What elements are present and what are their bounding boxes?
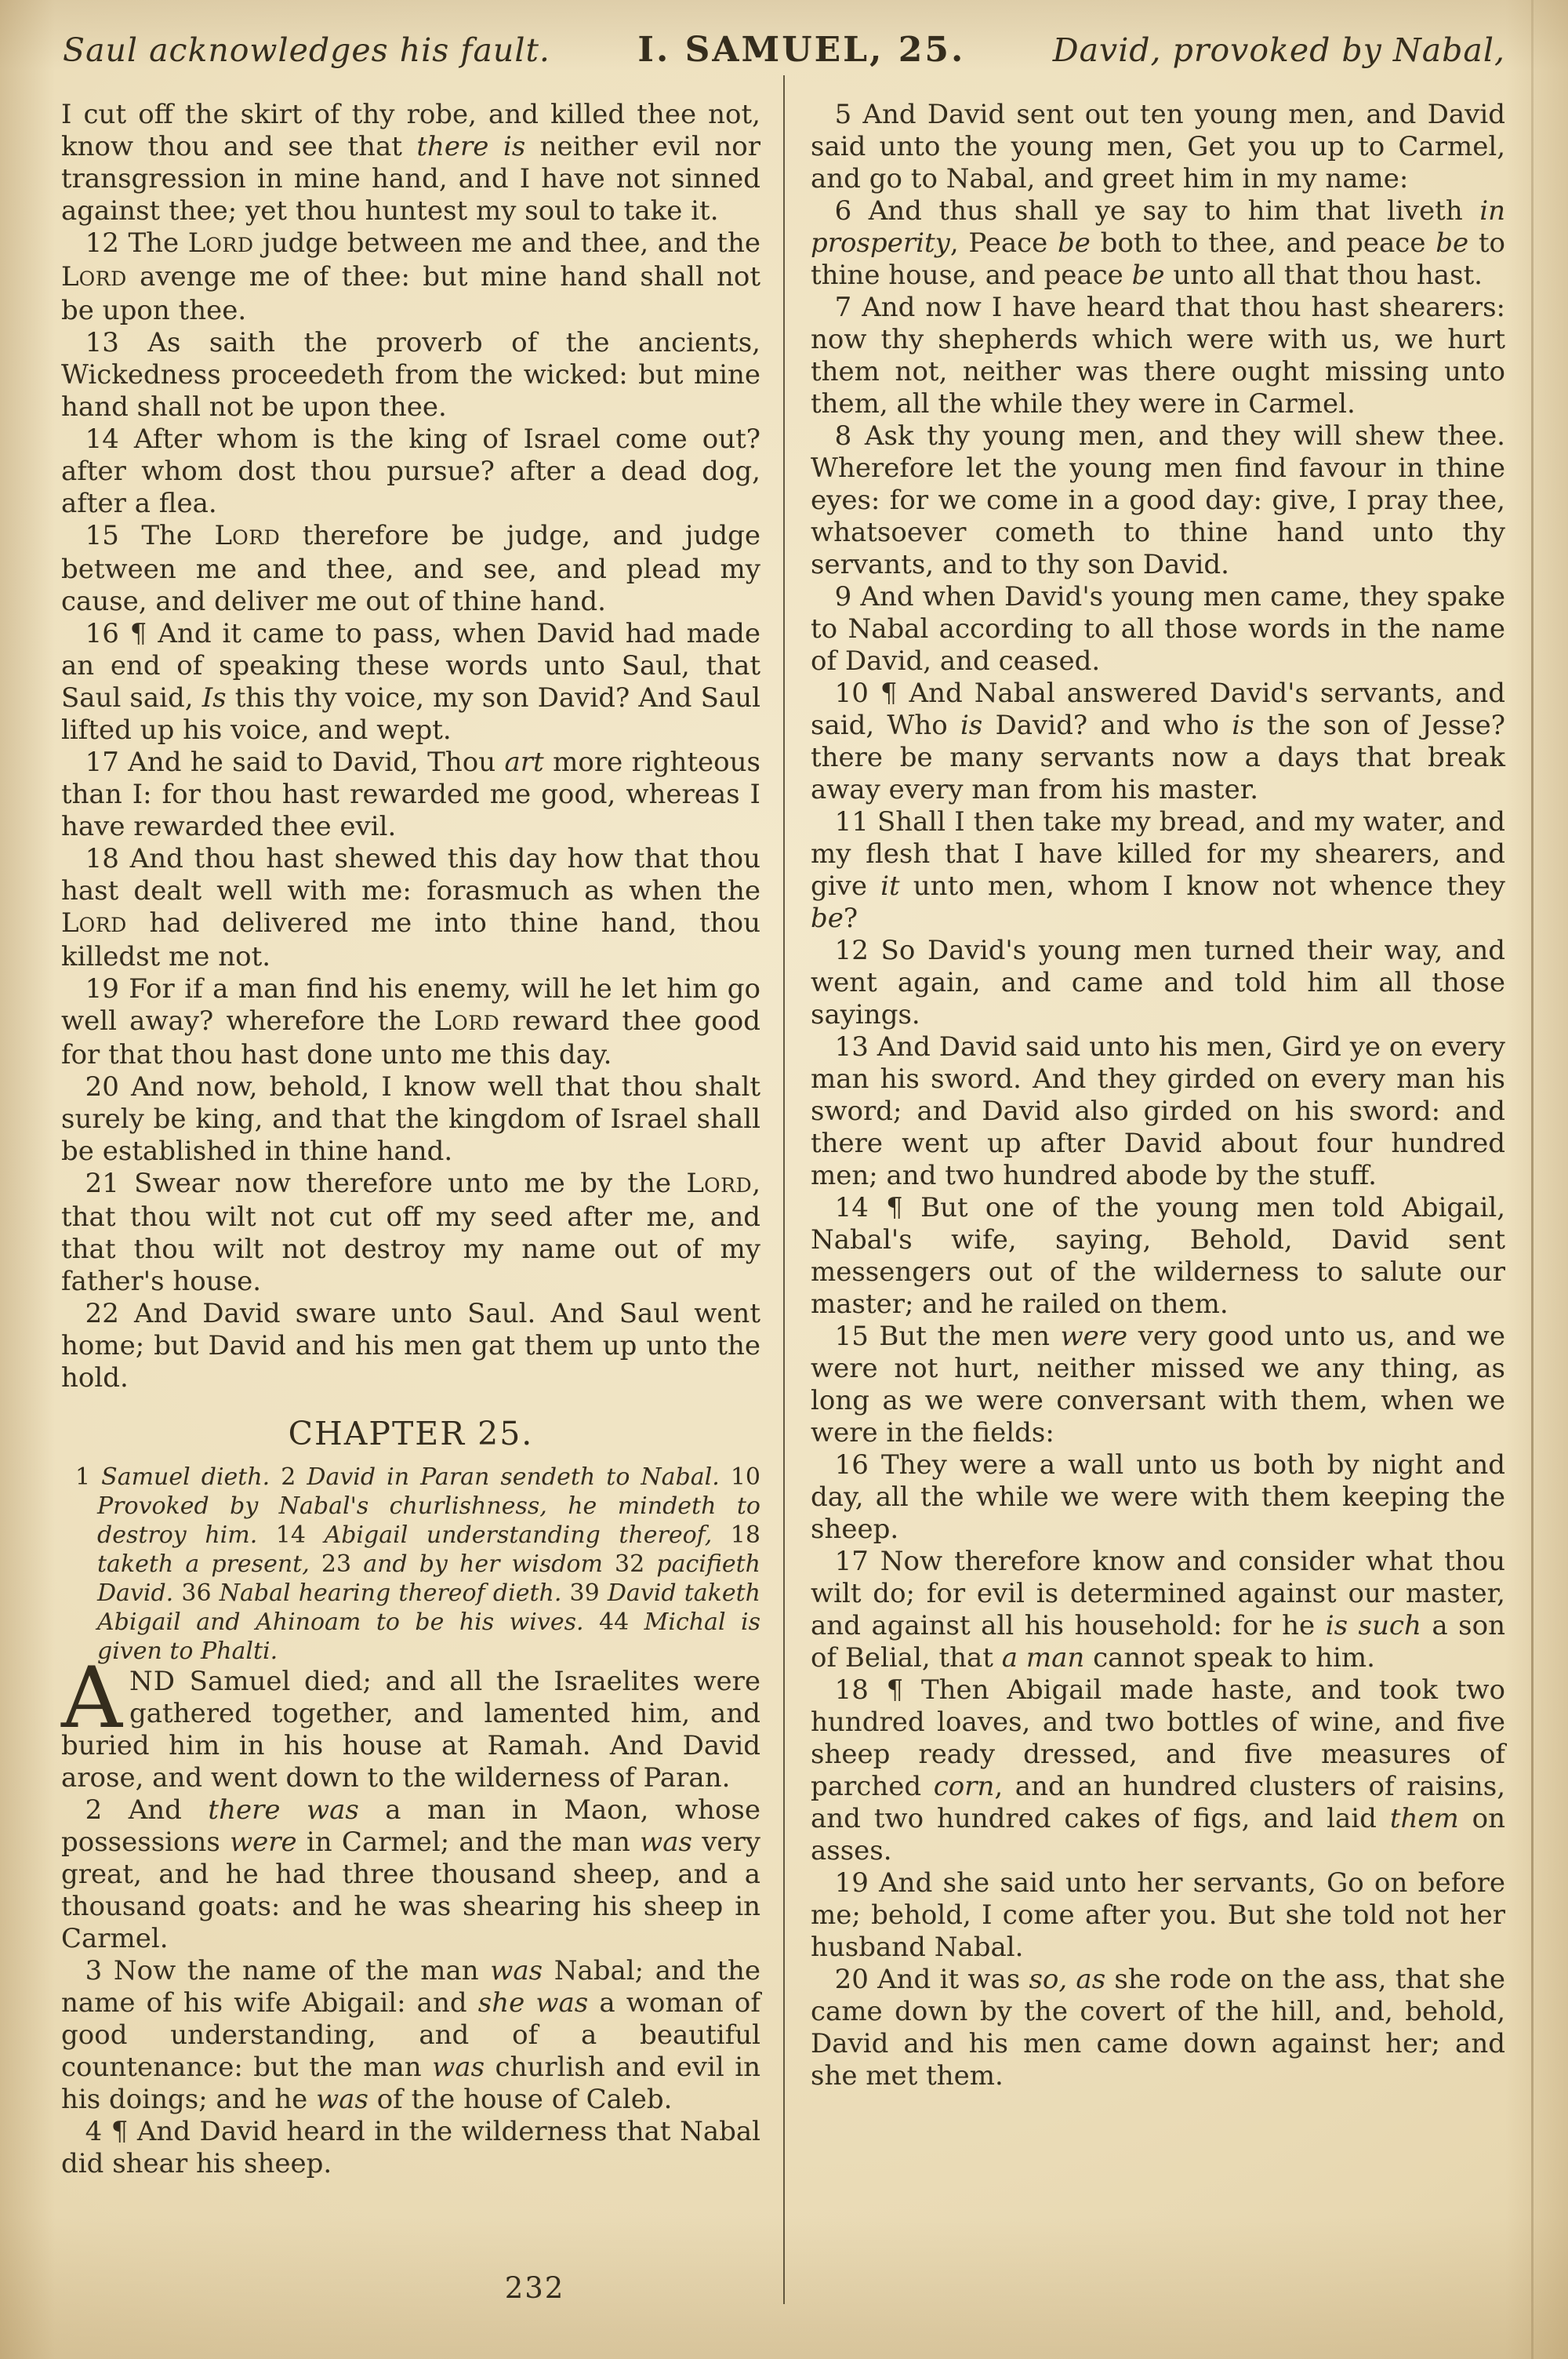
verse: 3 Now the name of the man was Nabal; and the name of his wife Abigail: and she was a woman of good understanding, and of a beautiful countenance: but the man was churlish and evil in his doings; and he was of the house of Caleb.	[61, 1955, 761, 2115]
book-chapter-title: I. SAMUEL, 25.	[637, 30, 966, 70]
verse: AND Samuel died; and all the Israelites were gathered together, and lamented him, and buried him in his house at Ramah. And David arose, and went down to the wilderness of Paran.	[61, 1649, 760, 1794]
verse: 20 And it was so, as she rode on the ass, that she came down by the covert of the hill, and, behold, David and his men came down against her; and she met them.	[811, 1964, 1505, 2092]
column-divider	[783, 75, 785, 2304]
verse: 13 As saith the proverb of the ancients, Wickedness proceedeth from the wicked: but mine hand shall not be upon thee.	[61, 327, 760, 423]
text-column-right	[811, 99, 1505, 2092]
verse: 17 Now therefore know and consider what thou wilt do; for evil is determined against our master, and against all his household: for he is such a son of Belial, that a man cannot speak to him.	[811, 1546, 1505, 1674]
verse: 7 And now I have heard that thou hast shearers: now thy shepherds which were with us, we hurt them not, neither was there ought missing unto them, all the while they were in Carmel.	[811, 292, 1505, 420]
chapter-summary: 1 Samuel dieth. 2 David in Paran sendeth to Nabal. 10 Provoked by Nabal's churlishness, he mindeth to destroy him. 14 Abigail understanding thereof, 18 taketh a present, 23 and by her wisdom 32 pacifieth David. 36 Nabal hearing thereof dieth. 39 David taketh Abigail and Ahinoam to be his wives. 44 Michal is given to Phalti.	[75, 1463, 761, 1665]
drop-cap: A	[61, 1649, 122, 1747]
verse: 17 And he said to David, Thou art more righteous than I: for thou hast rewarded me good, whereas I have rewarded thee evil.	[61, 747, 760, 842]
page-header	[63, 30, 1505, 70]
verse: 12 The LORD judge between me and thee, and the LORD avenge me of thee: but mine hand shall not be upon thee.	[61, 227, 760, 326]
lord-small-caps: LORD	[686, 1168, 753, 1199]
verse: 18 And thou hast shewed this day how that thou hast dealt well with me: forasmuch as when the LORD had delivered me into thine hand, thou killedst me not.	[61, 843, 760, 972]
verse: 20 And now, behold, I know well that thou shalt surely be king, and that the kingdom of Israel shall be established in thine hand.	[61, 1071, 760, 1167]
page-number: 232	[504, 2271, 565, 2305]
verse: 18 ¶ Then Abigail made haste, and took two hundred loaves, and two bottles of wine, and five sheep ready dressed, and five measures of parched corn, and an hundred clusters of raisins, and two hundred cakes of figs, and laid them on asses.	[811, 1674, 1506, 1866]
drop-cap-caps: ND	[129, 1666, 176, 1697]
lord-small-caps: LORD	[434, 1005, 500, 1037]
verse: 12 So David's young men turned their way, and went again, and came and told him all those sayings.	[811, 935, 1505, 1030]
verse: 11 Shall I then take my bread, and my water, and my flesh that I have killed for my shearers, and give it unto men, whom I know not whence they be?	[811, 806, 1505, 934]
verse: 16 They were a wall unto us both by night and day, all the while we were with them keeping the sheep.	[811, 1449, 1505, 1545]
verse: 9 And when David's young men came, they spake to Nabal according to all those words in the name of David, and ceased.	[811, 581, 1505, 677]
verse: 4 ¶ And David heard in the wilderness that Nabal did shear his sheep.	[61, 2116, 760, 2179]
verse: 13 And David said unto his men, Gird ye on every man his sword. And they girded on every man his sword; and David also girded on his sword: and there went up after David about four hundred men; and two hundred abode by the stuff.	[811, 1031, 1505, 1191]
text-column-left	[61, 99, 760, 2180]
right-running-title: David, provoked by Nabal,	[1052, 31, 1505, 69]
verse: 10 ¶ And Nabal answered David's servants, and said, Who is David? and who is the son of Jesse? there be many servants now a days that break away every man from his master.	[811, 678, 1505, 805]
verse: 19 And she said unto her servants, Go on before me; behold, I come after you. But she told not her husband Nabal.	[811, 1867, 1505, 1963]
verse: 15 But the men were very good unto us, and we were not hurt, neither missed we any thing, as long as we were conversant with them, when we were in the fields:	[811, 1321, 1505, 1448]
page-edge-line	[1531, 0, 1534, 2359]
verse: I cut off the skirt of thy robe, and killed thee not, know thou and see that there is neither evil nor transgression in mine hand, and I have not sinned against thee; yet thou huntest my soul to take it.	[61, 99, 761, 227]
verse: 16 ¶ And it came to pass, when David had made an end of speaking these words unto Saul, that Saul said, Is this thy voice, my son David? And Saul lifted up his voice, and wept.	[61, 618, 760, 746]
lord-small-caps: LORD	[61, 261, 127, 293]
verse: 14 After whom is the king of Israel come out? after whom dost thou pursue? after a dead dog, after a flea.	[61, 423, 760, 519]
verse: 5 And David sent out ten young men, and David said unto the young men, Get you up to Carmel, and go to Nabal, and greet him in my name:	[811, 99, 1505, 194]
verse: 19 For if a man find his enemy, will he let him go well away? wherefore the LORD reward thee good for that thou hast done unto me this day.	[61, 973, 760, 1070]
verse: 14 ¶ But one of the young men told Abigail, Nabal's wife, saying, Behold, David sent messengers out of the wilderness to salute our master; and he railed on them.	[811, 1192, 1505, 1320]
chapter-heading: CHAPTER 25.	[288, 1415, 534, 1452]
verse: 6 And thus shall ye say to him that liveth in prosperity, Peace be both to thee, and peace be to thine house, and peace be unto all that thou hast.	[811, 195, 1506, 291]
lord-small-caps: LORD	[214, 520, 281, 551]
lord-small-caps: LORD	[187, 227, 254, 259]
lord-small-caps: LORD	[61, 907, 127, 939]
verse: 22 And David sware unto Saul. And Saul went home; but David and his men gat them up unto the hold.	[61, 1298, 760, 1394]
verse: 8 Ask thy young men, and they will shew thee. Wherefore let the young men find favour in thine eyes: for we come in a good day: give, I pray thee, whatsoever cometh to thine hand unto thy servants, and to thy son David.	[811, 420, 1505, 580]
verse: 21 Swear now therefore unto me by the LORD, that thou wilt not cut off my seed after me, and that thou wilt not destroy my name out of my father's house.	[61, 1168, 760, 1297]
verse: 2 And there was a man in Maon, whose possessions were in Carmel; and the man was very great, and he had three thousand sheep, and a thousand goats: and he was shearing his sheep in Carmel.	[61, 1794, 760, 1954]
verse: 15 The LORD therefore be judge, and judge between me and thee, and see, and plead my cause, and deliver me out of thine hand.	[61, 520, 761, 617]
left-running-title: Saul acknowledges his fault.	[63, 31, 550, 69]
